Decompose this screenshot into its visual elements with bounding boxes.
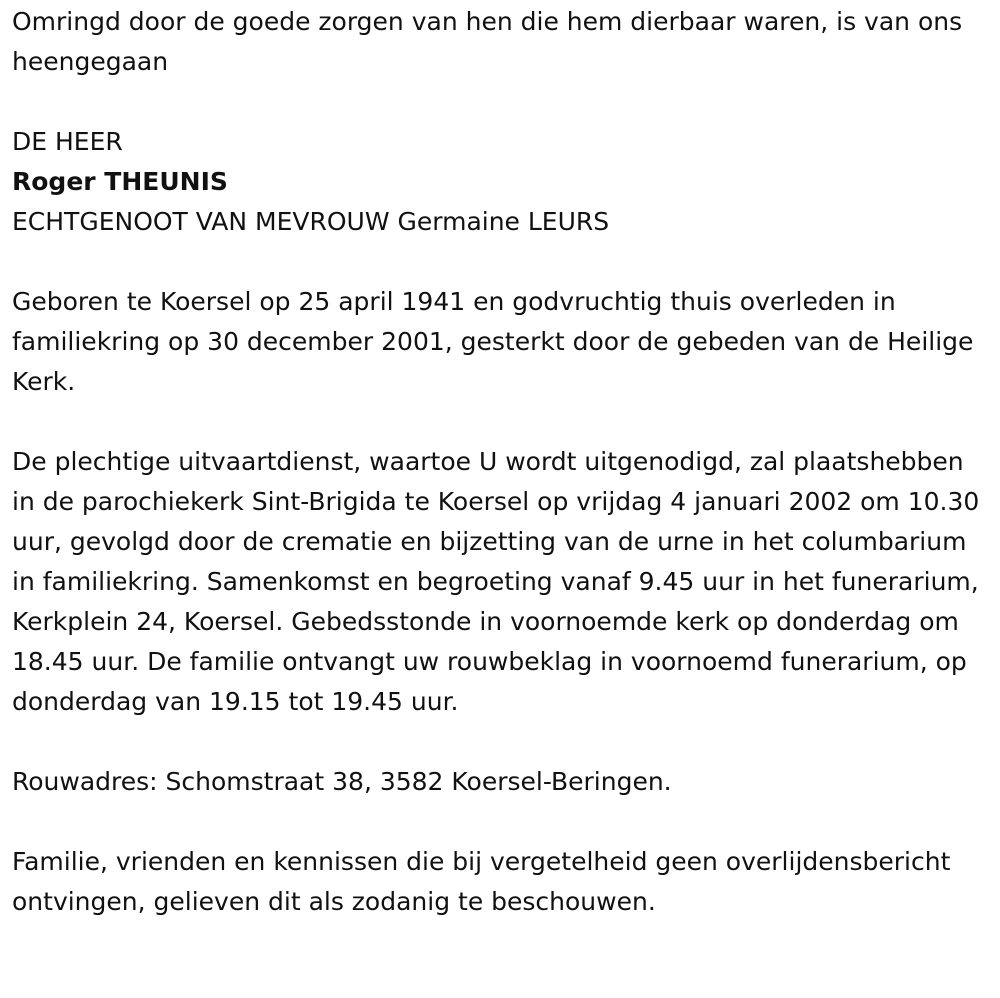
spacer: [12, 402, 987, 442]
birth-death-paragraph: Geboren te Koersel op 25 april 1941 en godvruchtig thuis overleden in familiekring op 30 december 2001, gesterkt door de gebeden van de Heilige Kerk.: [12, 287, 974, 396]
obituary-document: [12, 2, 987, 922]
closing-paragraph: Familie, vrienden en kennissen die bij vergetelheid geen overlijdensbericht ontvingen, gelieven dit als zodanig te beschouwen.: [12, 847, 951, 916]
spacer: [12, 82, 987, 122]
honorific-title: DE HEER: [12, 127, 123, 156]
funeral-paragraph: De plechtige uitvaartdienst, waartoe U wordt uitgenodigd, zal plaatshebben in de parochiekerk Sint-Brigida te Koersel op vrijdag 4 januari 2002 om 10.30 uur, gevolgd door de crematie en bijzetting van de urne in het columbarium in familiekring. Samenkomst en begroeting vanaf 9.45 uur in het funerarium, Kerkplein 24, Koersel. Gebedsstonde in voornoemde kerk op donderdag om 18.45 uur. De familie ontvangt uw rouwbeklag in voornoemd funerarium, op donderdag van 19.15 tot 19.45 uur.: [12, 447, 980, 716]
deceased-name: Roger THEUNIS: [12, 167, 228, 196]
mourning-address: Rouwadres: Schomstraat 38, 3582 Koersel-Beringen.: [12, 767, 672, 796]
intro-paragraph: Omringd door de goede zorgen van hen die hem dierbaar waren, is van ons heengegaan: [12, 7, 963, 76]
spacer: [12, 802, 987, 842]
spouse-line: ECHTGENOOT VAN MEVROUW Germaine LEURS: [12, 207, 610, 236]
spacer: [12, 242, 987, 282]
spacer: [12, 722, 987, 762]
